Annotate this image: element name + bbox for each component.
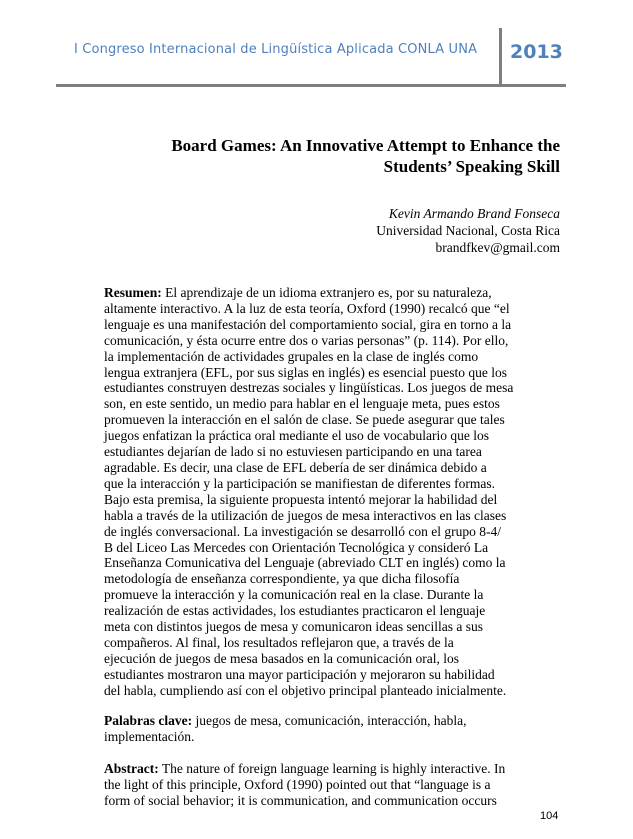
author-affiliation: Universidad Nacional, Costa Rica xyxy=(376,223,560,238)
resumen-line: habla a través de la utilización de juegos de mesa interactivos en las clases xyxy=(104,507,507,523)
resumen-label: Resumen: xyxy=(104,285,162,300)
keywords-line: implementación. xyxy=(104,728,195,744)
resumen-line: lengua extranjera (EFL, por sus siglas en inglés) es esencial puesto que los xyxy=(104,364,508,380)
resumen-line: compañeros. Al final, los resultados reflejaron que, a través de la xyxy=(104,634,454,650)
author-block xyxy=(300,205,560,256)
conference-title: I Congreso Internacional de Lingüística Aplicada CONLA UNA xyxy=(74,42,478,57)
author-email: brandfkev@gmail.com xyxy=(435,240,560,255)
header-divider-vertical xyxy=(499,28,502,86)
resumen-line: estudiantes construyen destrezas sociales y lingüísticas. Los juegos de mesa xyxy=(104,380,514,396)
resumen-line: son, en este sentido, un medio para hablar en el lenguaje meta, pues estos xyxy=(104,396,500,412)
resumen-line: del habla, cumpliendo así con el objetivo principal planteado inicialmente. xyxy=(104,682,507,698)
resumen-line: promueve la interacción y la comunicación real en la clase. Durante la xyxy=(104,587,484,603)
resumen-line: Resumen: El aprendizaje de un idioma extranjero es, por su naturaleza, xyxy=(104,285,492,300)
resumen-line: estudiantes mostraron una mayor participación y mejoraron su habilidad xyxy=(104,666,495,682)
resumen-line: lenguaje es una manifestación del comportamiento social, gira en torno a la xyxy=(104,316,512,332)
abstract-line: the light of this principle, Oxford (1990) pointed out that “language is a xyxy=(104,776,491,792)
abstract-line: Abstract: The nature of foreign language learning is highly interactive. In xyxy=(104,761,506,776)
resumen-line: realización de estas actividades, los estudiantes practicaron el lenguaje xyxy=(104,603,486,619)
keywords-paragraph xyxy=(104,713,564,745)
author-name: Kevin Armando Brand Fonseca xyxy=(388,206,560,221)
paper-title xyxy=(100,135,560,177)
resumen-line: B del Liceo Las Mercedes con Orientación Tecnológica y consideró La xyxy=(104,539,489,555)
resumen-line: ejecución de juegos de mesa basados en la comunicación oral, los xyxy=(104,650,460,666)
conference-year: 2013 xyxy=(510,41,563,63)
resumen-line: estudiantes dejarían de lado si no estuviesen participando en una tarea xyxy=(104,444,482,460)
resumen-line: agradable. Es decir, una clase de EFL debería de ser dinámica debido a xyxy=(104,459,487,475)
resumen-line: meta con distintos juegos de mesa y comunicaron ideas sencillas a sus xyxy=(104,619,484,635)
keywords-line: Palabras clave: juegos de mesa, comunicación, interacción, habla, xyxy=(104,713,467,728)
resumen-line: comunicación, y ésta ocurre entre dos o varias personas” (p. 114). Por ello, xyxy=(104,332,509,348)
resumen-line: juegos enfatizan la práctica oral mediante el uso de vocabulario que los xyxy=(104,428,489,444)
abstract-line: form of social behavior; it is communication, and communication occurs xyxy=(104,792,497,808)
page-number: 104 xyxy=(540,810,559,822)
resumen-line: Enseñanza Comunicativa del Lenguaje (abreviado CLT en inglés) como la xyxy=(104,555,506,571)
resumen-line: promueven la interacción en el salón de clase. Se puede asegurar que tales xyxy=(104,412,505,428)
resumen-line: altamente interactivo. A la luz de esta teoría, Oxford (1990) recalcó que “el xyxy=(104,300,510,316)
paper-title-line-1: Board Games: An Innovative Attempt to Enhance the xyxy=(171,136,560,155)
abstract-paragraph xyxy=(104,761,564,809)
abstract-label: Abstract: xyxy=(104,761,159,776)
resumen-line: Bajo esta premisa, la siguiente propuesta intentó mejorar la habilidad del xyxy=(104,491,498,507)
paper-title-line-2: Students’ Speaking Skill xyxy=(383,157,560,176)
resumen-line: la implementación de actividades grupales en la clase de inglés como xyxy=(104,348,479,364)
resumen-line: de inglés conversacional. La investigación se desarrolló con el grupo 8-4/ xyxy=(104,523,501,539)
keywords-label: Palabras clave: xyxy=(104,713,193,728)
resumen-line: que la interacción y la participación se manifiestan de diferentes formas. xyxy=(104,475,495,491)
resumen-line: metodología de enseñanza correspondiente, ya que dicha filosofía xyxy=(104,571,460,587)
resumen-paragraph xyxy=(104,285,564,699)
header-divider-horizontal xyxy=(56,84,566,87)
